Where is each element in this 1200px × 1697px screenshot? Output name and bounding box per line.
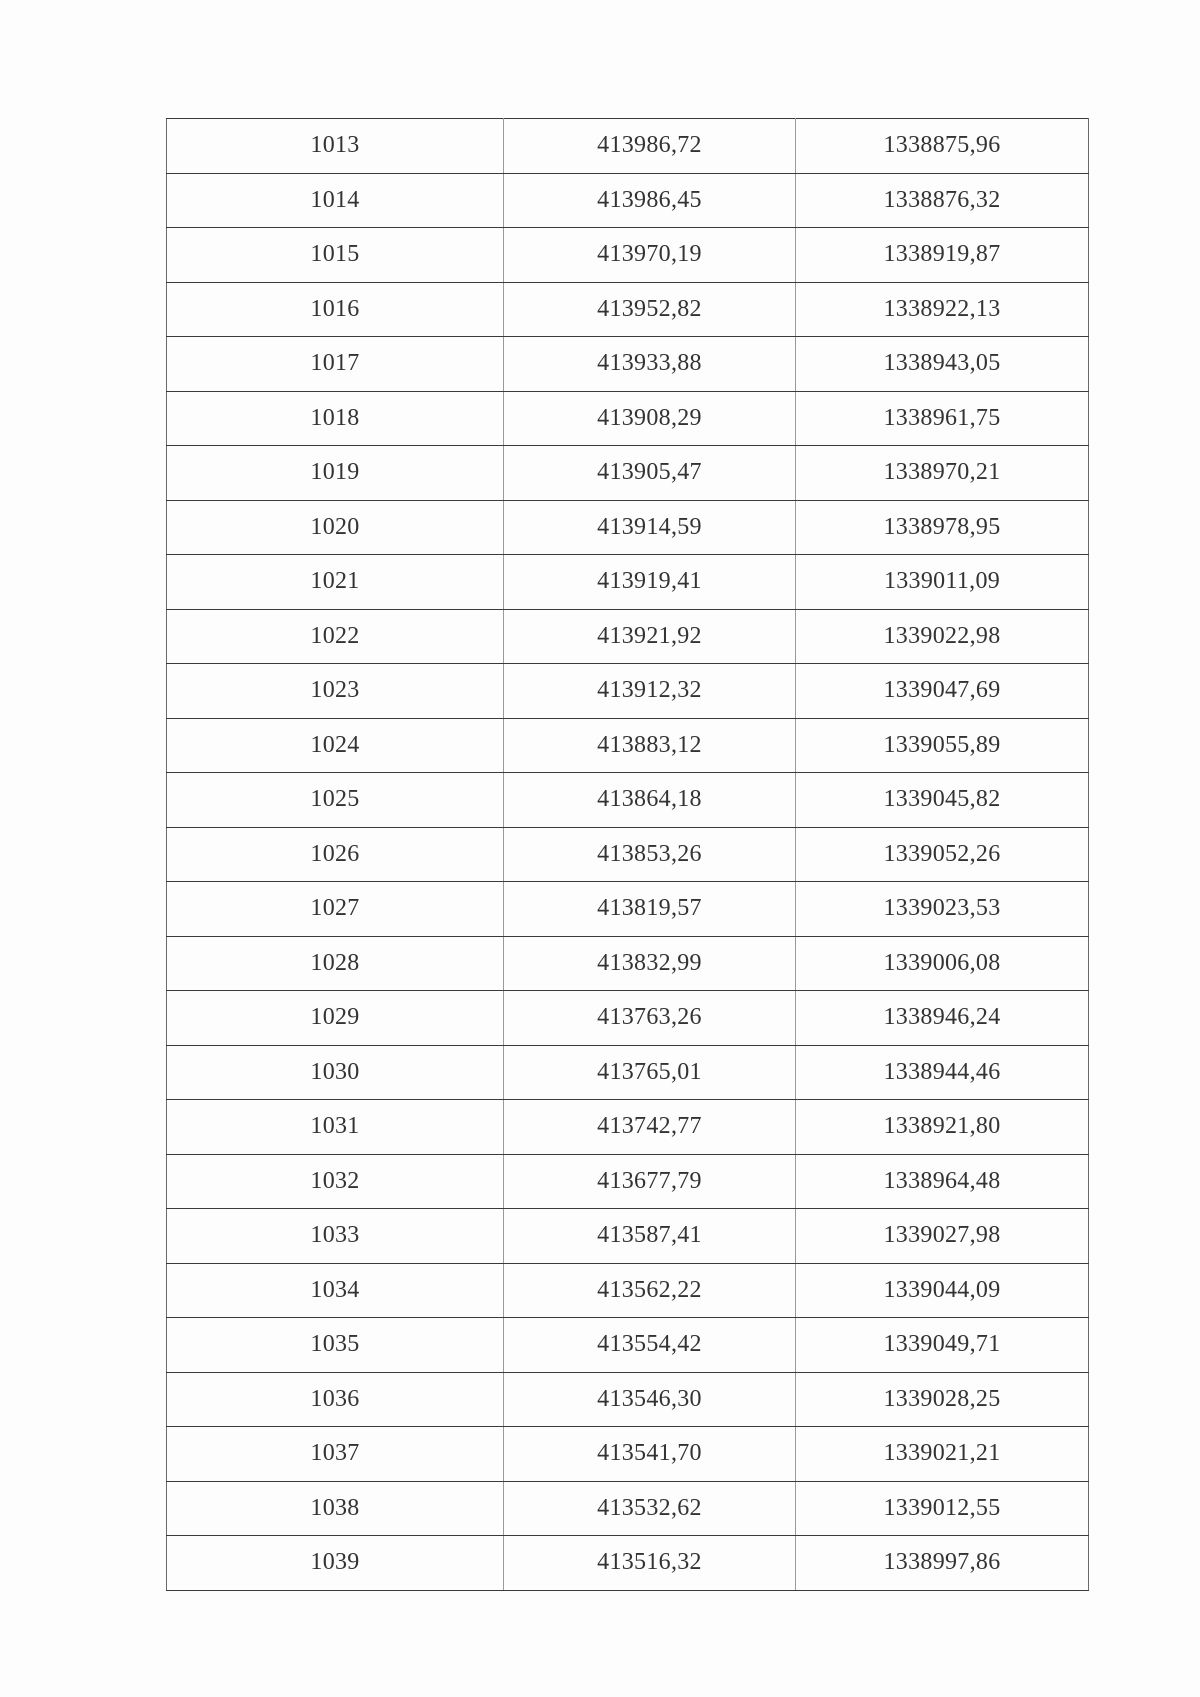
point-number-cell: 1034 xyxy=(167,1263,504,1318)
point-number-cell: 1013 xyxy=(167,119,504,174)
y-coordinate-cell: 1339045,82 xyxy=(796,773,1089,828)
x-coordinate-cell: 413921,92 xyxy=(504,609,796,664)
x-coordinate-cell: 413742,77 xyxy=(504,1100,796,1155)
point-number-cell: 1018 xyxy=(167,391,504,446)
table-row xyxy=(167,609,1089,664)
table-row xyxy=(167,827,1089,882)
coordinates-table xyxy=(166,118,1089,1591)
table-row xyxy=(167,119,1089,174)
point-number-cell: 1026 xyxy=(167,827,504,882)
table-row xyxy=(167,1372,1089,1427)
table-row xyxy=(167,500,1089,555)
point-number-cell: 1035 xyxy=(167,1318,504,1373)
x-coordinate-cell: 413912,32 xyxy=(504,664,796,719)
table-row xyxy=(167,228,1089,283)
x-coordinate-cell: 413832,99 xyxy=(504,936,796,991)
point-number-cell: 1023 xyxy=(167,664,504,719)
point-number-cell: 1020 xyxy=(167,500,504,555)
table-row xyxy=(167,718,1089,773)
point-number-cell: 1036 xyxy=(167,1372,504,1427)
point-number-cell: 1030 xyxy=(167,1045,504,1100)
x-coordinate-cell: 413864,18 xyxy=(504,773,796,828)
point-number-cell: 1019 xyxy=(167,446,504,501)
x-coordinate-cell: 413819,57 xyxy=(504,882,796,937)
x-coordinate-cell: 413970,19 xyxy=(504,228,796,283)
x-coordinate-cell: 413546,30 xyxy=(504,1372,796,1427)
table-row xyxy=(167,446,1089,501)
table-row xyxy=(167,1209,1089,1264)
y-coordinate-cell: 1338978,95 xyxy=(796,500,1089,555)
y-coordinate-cell: 1338946,24 xyxy=(796,991,1089,1046)
table-row xyxy=(167,337,1089,392)
table-row xyxy=(167,1045,1089,1100)
y-coordinate-cell: 1339055,89 xyxy=(796,718,1089,773)
coordinates-table-body xyxy=(167,119,1089,1591)
x-coordinate-cell: 413763,26 xyxy=(504,991,796,1046)
x-coordinate-cell: 413853,26 xyxy=(504,827,796,882)
y-coordinate-cell: 1338875,96 xyxy=(796,119,1089,174)
y-coordinate-cell: 1339023,53 xyxy=(796,882,1089,937)
point-number-cell: 1021 xyxy=(167,555,504,610)
y-coordinate-cell: 1338922,13 xyxy=(796,282,1089,337)
x-coordinate-cell: 413516,32 xyxy=(504,1536,796,1591)
point-number-cell: 1029 xyxy=(167,991,504,1046)
y-coordinate-cell: 1339011,09 xyxy=(796,555,1089,610)
y-coordinate-cell: 1339021,21 xyxy=(796,1427,1089,1482)
table-row xyxy=(167,173,1089,228)
x-coordinate-cell: 413554,42 xyxy=(504,1318,796,1373)
x-coordinate-cell: 413532,62 xyxy=(504,1481,796,1536)
y-coordinate-cell: 1338919,87 xyxy=(796,228,1089,283)
y-coordinate-cell: 1338944,46 xyxy=(796,1045,1089,1100)
y-coordinate-cell: 1339012,55 xyxy=(796,1481,1089,1536)
point-number-cell: 1016 xyxy=(167,282,504,337)
x-coordinate-cell: 413908,29 xyxy=(504,391,796,446)
x-coordinate-cell: 413541,70 xyxy=(504,1427,796,1482)
x-coordinate-cell: 413765,01 xyxy=(504,1045,796,1100)
point-number-cell: 1039 xyxy=(167,1536,504,1591)
point-number-cell: 1017 xyxy=(167,337,504,392)
x-coordinate-cell: 413562,22 xyxy=(504,1263,796,1318)
point-number-cell: 1022 xyxy=(167,609,504,664)
point-number-cell: 1027 xyxy=(167,882,504,937)
x-coordinate-cell: 413914,59 xyxy=(504,500,796,555)
x-coordinate-cell: 413919,41 xyxy=(504,555,796,610)
y-coordinate-cell: 1339044,09 xyxy=(796,1263,1089,1318)
y-coordinate-cell: 1338961,75 xyxy=(796,391,1089,446)
point-number-cell: 1014 xyxy=(167,173,504,228)
table-row xyxy=(167,282,1089,337)
y-coordinate-cell: 1339027,98 xyxy=(796,1209,1089,1264)
table-row xyxy=(167,1318,1089,1373)
table-row xyxy=(167,882,1089,937)
y-coordinate-cell: 1339006,08 xyxy=(796,936,1089,991)
table-row xyxy=(167,1154,1089,1209)
table-row xyxy=(167,991,1089,1046)
x-coordinate-cell: 413933,88 xyxy=(504,337,796,392)
table-row xyxy=(167,773,1089,828)
y-coordinate-cell: 1338876,32 xyxy=(796,173,1089,228)
y-coordinate-cell: 1339047,69 xyxy=(796,664,1089,719)
y-coordinate-cell: 1339052,26 xyxy=(796,827,1089,882)
x-coordinate-cell: 413883,12 xyxy=(504,718,796,773)
y-coordinate-cell: 1338997,86 xyxy=(796,1536,1089,1591)
y-coordinate-cell: 1338970,21 xyxy=(796,446,1089,501)
x-coordinate-cell: 413986,72 xyxy=(504,119,796,174)
table-row xyxy=(167,1481,1089,1536)
table-row xyxy=(167,391,1089,446)
x-coordinate-cell: 413986,45 xyxy=(504,173,796,228)
table-row xyxy=(167,1427,1089,1482)
x-coordinate-cell: 413677,79 xyxy=(504,1154,796,1209)
y-coordinate-cell: 1338943,05 xyxy=(796,337,1089,392)
point-number-cell: 1033 xyxy=(167,1209,504,1264)
point-number-cell: 1028 xyxy=(167,936,504,991)
y-coordinate-cell: 1338921,80 xyxy=(796,1100,1089,1155)
table-row xyxy=(167,936,1089,991)
point-number-cell: 1015 xyxy=(167,228,504,283)
point-number-cell: 1032 xyxy=(167,1154,504,1209)
y-coordinate-cell: 1339022,98 xyxy=(796,609,1089,664)
table-row xyxy=(167,555,1089,610)
point-number-cell: 1038 xyxy=(167,1481,504,1536)
table-row xyxy=(167,1536,1089,1591)
table-row xyxy=(167,1263,1089,1318)
x-coordinate-cell: 413905,47 xyxy=(504,446,796,501)
point-number-cell: 1024 xyxy=(167,718,504,773)
x-coordinate-cell: 413587,41 xyxy=(504,1209,796,1264)
x-coordinate-cell: 413952,82 xyxy=(504,282,796,337)
y-coordinate-cell: 1339028,25 xyxy=(796,1372,1089,1427)
point-number-cell: 1037 xyxy=(167,1427,504,1482)
point-number-cell: 1025 xyxy=(167,773,504,828)
table-row xyxy=(167,664,1089,719)
table-row xyxy=(167,1100,1089,1155)
y-coordinate-cell: 1339049,71 xyxy=(796,1318,1089,1373)
point-number-cell: 1031 xyxy=(167,1100,504,1155)
y-coordinate-cell: 1338964,48 xyxy=(796,1154,1089,1209)
